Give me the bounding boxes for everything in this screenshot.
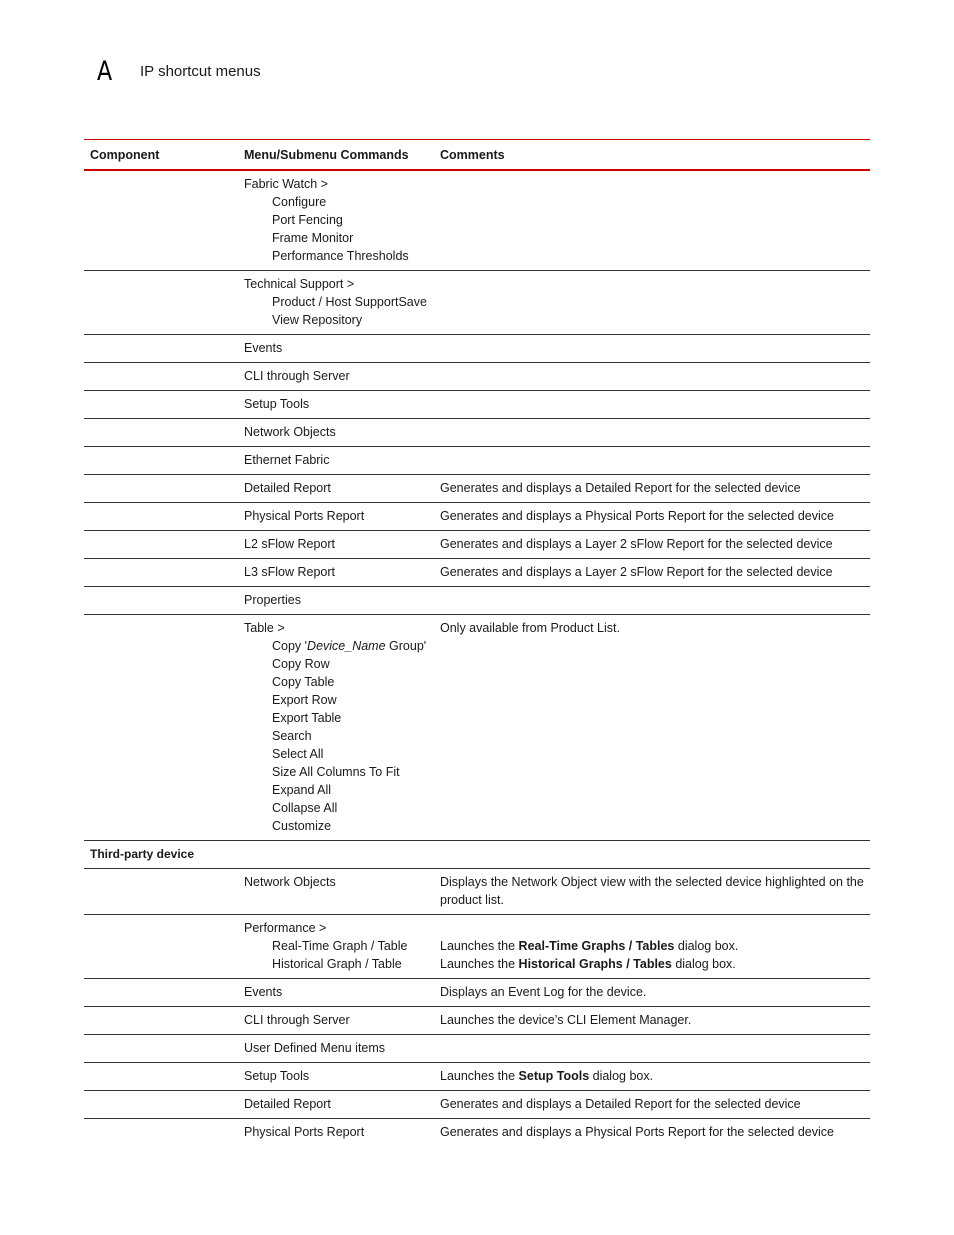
table-row xyxy=(84,503,870,531)
table-row xyxy=(84,1091,870,1119)
table-row xyxy=(84,1035,870,1063)
table-header-row xyxy=(84,140,870,171)
menu-item: User Defined Menu items xyxy=(244,1041,386,1055)
component-cell xyxy=(84,419,238,447)
comment-line: Launches the Historical Graphs / Tables dialog box. xyxy=(440,957,736,971)
submenu-item: Select All xyxy=(272,747,324,761)
comment-cell: Generates and displays a Physical Ports Report for the selected device xyxy=(440,509,834,523)
submenu-item: View Repository xyxy=(272,313,363,327)
table-row xyxy=(84,979,870,1007)
component-cell xyxy=(84,1119,238,1147)
comment-cell xyxy=(434,587,870,615)
comment-cell: Only available from Product List. xyxy=(440,621,620,635)
submenu-item: Expand All xyxy=(272,783,332,797)
comment-cell: Generates and displays a Layer 2 sFlow Report for the selected device xyxy=(440,537,833,551)
comment-cell: Generates and displays a Detailed Report for the selected device xyxy=(440,481,801,495)
menu-item: Table > xyxy=(244,621,285,635)
submenu-item: Size All Columns To Fit xyxy=(272,765,400,779)
page-header xyxy=(97,56,261,88)
submenu-item: Export Row xyxy=(272,693,337,707)
comment-cell xyxy=(434,419,870,447)
submenu-item: Port Fencing xyxy=(272,213,343,227)
table-row xyxy=(84,475,870,503)
comment-cell xyxy=(434,335,870,363)
menu-item: CLI through Server xyxy=(244,369,350,383)
table-row xyxy=(84,1063,870,1091)
submenu-item: Historical Graph / Table xyxy=(272,957,402,971)
comment-cell xyxy=(434,271,870,335)
table-row xyxy=(84,559,870,587)
component-cell xyxy=(84,587,238,615)
table-row xyxy=(84,170,870,271)
table-row xyxy=(84,869,870,915)
comment-cell: Launches the device’s CLI Element Manager. xyxy=(440,1013,692,1027)
table-row xyxy=(84,335,870,363)
comment-line: Launches the Real-Time Graphs / Tables dialog box. xyxy=(440,939,739,953)
menu-cell xyxy=(238,915,434,979)
column-header-menu-commands: Menu/Submenu Commands xyxy=(244,147,409,162)
section-title: IP shortcut menus xyxy=(140,63,261,80)
comment-cell: Launches the Setup Tools dialog box. xyxy=(440,1069,654,1083)
menu-cell xyxy=(238,615,434,841)
component-cell xyxy=(84,559,238,587)
table-row xyxy=(84,615,870,841)
submenu-item: Search xyxy=(272,729,312,743)
menu-item: L3 sFlow Report xyxy=(244,565,336,579)
component-cell xyxy=(84,1035,238,1063)
menu-item: Physical Ports Report xyxy=(244,1125,365,1139)
menu-cell xyxy=(238,841,434,869)
submenu-item-copy-group: Copy 'Device_Name Group' xyxy=(272,639,427,653)
component-cell xyxy=(84,170,238,271)
menu-item: Performance > xyxy=(244,921,327,935)
comment-cell xyxy=(434,391,870,419)
table-row xyxy=(84,391,870,419)
comment-cell xyxy=(434,170,870,271)
component-cell: Third-party device xyxy=(90,847,195,861)
comment-cell: Generates and displays a Layer 2 sFlow Report for the selected device xyxy=(440,565,833,579)
menu-item: CLI through Server xyxy=(244,1013,350,1027)
comment-cell xyxy=(434,363,870,391)
menu-item: Network Objects xyxy=(244,875,336,889)
appendix-letter: A xyxy=(97,56,113,87)
submenu-item: Copy Table xyxy=(272,675,335,689)
component-cell xyxy=(84,475,238,503)
component-cell xyxy=(84,615,238,841)
table-row xyxy=(84,271,870,335)
component-cell xyxy=(84,531,238,559)
component-cell xyxy=(84,1063,238,1091)
comment-cell: Displays an Event Log for the device. xyxy=(440,985,647,999)
submenu-item: Collapse All xyxy=(272,801,338,815)
component-cell xyxy=(84,915,238,979)
table-row-group xyxy=(84,841,870,869)
menu-item: Detailed Report xyxy=(244,1097,331,1111)
submenu-item: Export Table xyxy=(272,711,342,725)
submenu-item: Product / Host SupportSave xyxy=(272,295,427,309)
table-row xyxy=(84,1119,870,1147)
menu-item: Physical Ports Report xyxy=(244,509,365,523)
submenu-item: Configure xyxy=(272,195,327,209)
menu-item: Fabric Watch > xyxy=(244,177,328,191)
column-header-component: Component xyxy=(90,147,160,162)
table-row xyxy=(84,587,870,615)
component-cell xyxy=(84,979,238,1007)
menu-item: Setup Tools xyxy=(244,1069,310,1083)
menu-item: Events xyxy=(244,341,283,355)
comment-cell: Displays the Network Object view with the selected device highlighted on the product list. xyxy=(440,875,864,907)
component-cell xyxy=(84,271,238,335)
submenu-item: Frame Monitor xyxy=(272,231,354,245)
comment-cell xyxy=(434,447,870,475)
table-row xyxy=(84,419,870,447)
component-cell xyxy=(84,503,238,531)
menu-item: Setup Tools xyxy=(244,397,310,411)
column-header-comments: Comments xyxy=(440,147,505,162)
component-cell xyxy=(84,447,238,475)
menu-item: Detailed Report xyxy=(244,481,331,495)
comment-cell xyxy=(434,1035,870,1063)
comment-cell xyxy=(434,915,870,979)
menu-item: Network Objects xyxy=(244,425,336,439)
component-cell xyxy=(84,335,238,363)
comment-cell: Generates and displays a Detailed Report for the selected device xyxy=(440,1097,801,1111)
menu-item: Events xyxy=(244,985,283,999)
component-cell xyxy=(84,1091,238,1119)
menu-cell xyxy=(238,271,434,335)
table-row xyxy=(84,1007,870,1035)
comment-cell: Generates and displays a Physical Ports Report for the selected device xyxy=(440,1125,834,1139)
table-row xyxy=(84,447,870,475)
menu-item: Technical Support > xyxy=(244,277,355,291)
menu-item: Properties xyxy=(244,593,301,607)
submenu-item: Copy Row xyxy=(272,657,330,671)
component-cell xyxy=(84,363,238,391)
submenu-item: Real-Time Graph / Table xyxy=(272,939,408,953)
shortcut-menu-table xyxy=(84,139,870,1146)
submenu-item: Performance Thresholds xyxy=(272,249,409,263)
table-row xyxy=(84,531,870,559)
submenu-item: Customize xyxy=(272,819,332,833)
table-row xyxy=(84,915,870,979)
component-cell xyxy=(84,1007,238,1035)
component-cell xyxy=(84,869,238,915)
menu-cell xyxy=(238,170,434,271)
table-row xyxy=(84,363,870,391)
comment-cell xyxy=(434,841,870,869)
menu-item: L2 sFlow Report xyxy=(244,537,336,551)
component-cell xyxy=(84,391,238,419)
menu-item: Ethernet Fabric xyxy=(244,453,330,467)
